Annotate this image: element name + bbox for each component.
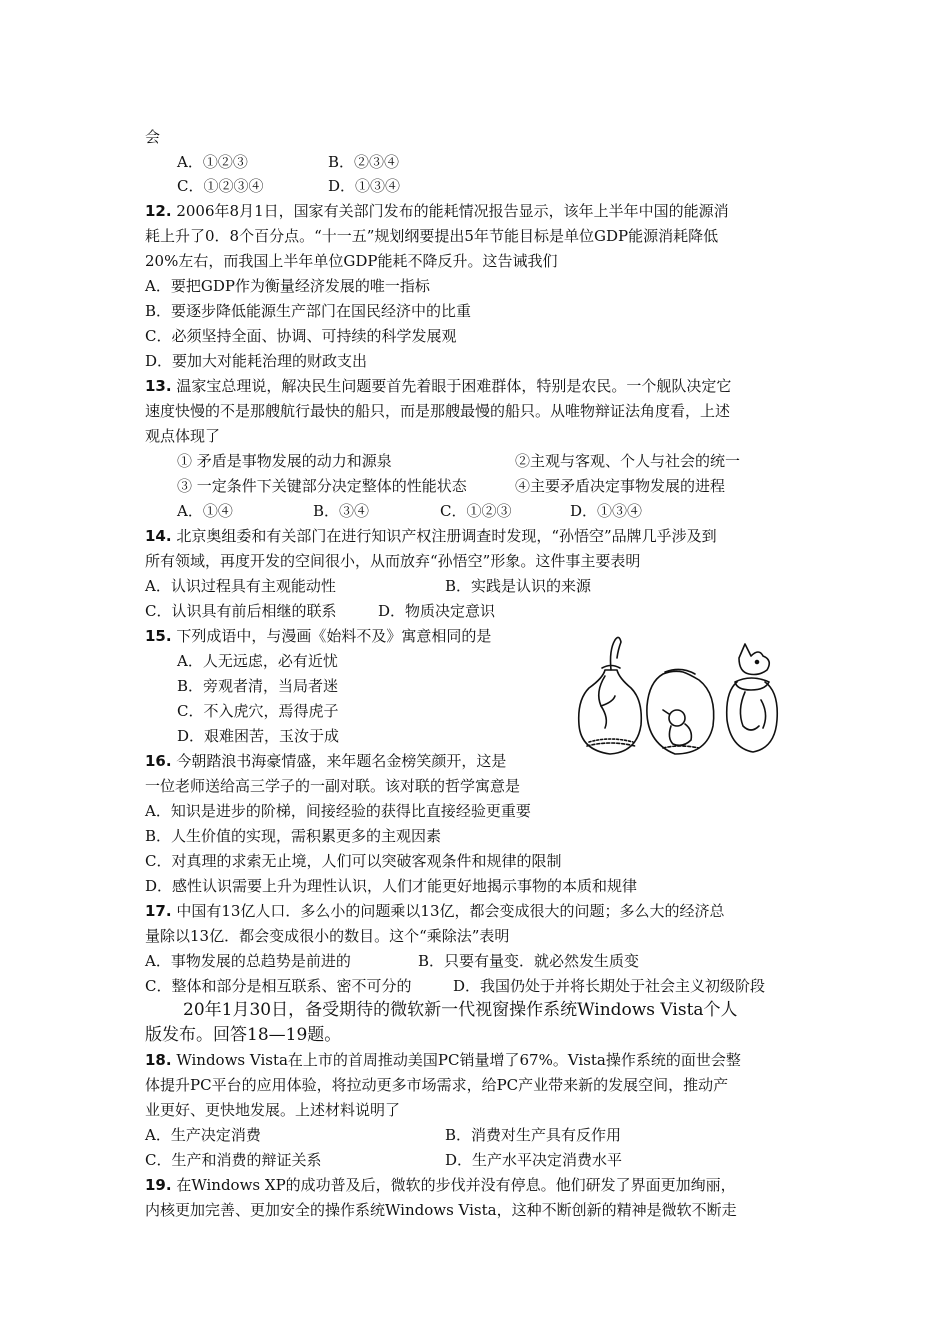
text-line: 所有领域，再度开发的空间很小，从而放弃“孙悟空”形象。这件事主要表明 (145, 552, 641, 570)
question-text: 2006年8月1日，国家有关部门发布的能耗情况报告显示，该年上半年中国的能源消 (171, 202, 729, 220)
question-15 (145, 625, 491, 647)
question-number: 19. (145, 1176, 172, 1194)
option: D．物质决定意识 (378, 602, 496, 620)
option: C．①②③ (440, 502, 512, 520)
question-17 (145, 900, 725, 922)
question-text: 温家宝总理说，解决民生问题要首先着眼于困难群体，特别是农民。一个舰队决定它 (171, 377, 732, 395)
statement: ③ 一定条件下关键部分决定整体的性能状态 (177, 477, 467, 495)
option: B．消费对生产具有反作用 (445, 1126, 622, 1144)
question-18 (145, 1049, 741, 1071)
option: C．认识具有前后相继的联系 (145, 602, 337, 620)
text-line: 会 (145, 128, 161, 146)
option: D．我国仍处于并将长期处于社会主义初级阶段 (453, 977, 766, 995)
option: C．不入虎穴，焉得虎子 (177, 702, 339, 720)
text-line: 业更好、更快地发展。上述材料说明了 (145, 1101, 401, 1119)
option: C．①②③④ (177, 177, 264, 195)
option: C．对真理的求索无止境，人们可以突破客观条件和规律的限制 (145, 852, 562, 870)
question-12 (145, 200, 729, 222)
text-line: 耗上升了0．8个百分点。“十一五”规划纲要提出5年节能目标是单位GDP能源消耗降低 (145, 227, 719, 245)
option: D．要加大对能耗治理的财政支出 (145, 352, 368, 370)
text-line: 内核更加完善、更加安全的操作系统Windows Vista，这种不断创新的精神是微软不断走 (145, 1201, 737, 1219)
option: B．要逐步降低能源生产部门在国民经济中的比重 (145, 302, 472, 320)
option: D．艰难困苦，玉汝于成 (177, 727, 340, 745)
statement: ④主要矛盾决定事物发展的进程 (515, 477, 726, 495)
question-19 (145, 1174, 736, 1196)
material-intro: 20年1月30日，备受期待的微软新一代视窗操作系统Windows Vista个人 (183, 1000, 738, 1020)
option: A．人无远虑，必有近忧 (177, 652, 338, 670)
option: A．认识过程具有主观能动性 (145, 577, 336, 595)
option: A．①②③ (177, 153, 248, 171)
option: A．事物发展的总趋势是前进的 (145, 952, 351, 970)
question-text: 下列成语中，与漫画《始料不及》寓意相同的是 (171, 627, 492, 645)
option: A．生产决定消费 (145, 1126, 261, 1144)
question-16 (145, 750, 506, 772)
text-line: 版发布。回答18—19题。 (145, 1025, 342, 1045)
question-14 (145, 525, 717, 547)
text-line: 体提升PC平台的应用体验，将拉动更多市场需求，给PC产业带来新的发展空间，推动产 (145, 1076, 729, 1094)
question-number: 17. (145, 902, 172, 920)
option: B．只要有量变．就必然发生质变 (418, 952, 640, 970)
option: C．生产和消费的辩证关系 (145, 1151, 322, 1169)
question-text: 北京奥组委和有关部门在进行知识产权注册调查时发现，“孙悟空”品牌几乎涉及到 (171, 527, 717, 545)
question-text: 在Windows XP的成功普及后，微软的步伐并没有停息。他们研发了界面更加绚丽， (171, 1176, 736, 1194)
text-line: 一位老师送给高三学子的一副对联。该对联的哲学寓意是 (145, 777, 521, 795)
question-number: 14. (145, 527, 172, 545)
option: D．①③④ (570, 502, 643, 520)
text-line: 观点体现了 (145, 427, 221, 445)
option: D．感性认识需要上升为理性认识，人们才能更好地揭示事物的本质和规律 (145, 877, 638, 895)
question-number: 13. (145, 377, 172, 395)
option: A．知识是进步的阶梯，间接经验的获得比直接经验更重要 (145, 802, 531, 820)
option: C．整体和部分是相互联系、密不可分的 (145, 977, 412, 995)
option: A．要把GDP作为衡量经济发展的唯一指标 (145, 277, 430, 295)
question-number: 16. (145, 752, 172, 770)
option: B．实践是认识的来源 (445, 577, 592, 595)
option: C．必须坚持全面、协调、可持续的科学发展观 (145, 327, 457, 345)
option: B．③④ (313, 502, 370, 520)
statement: ① 矛盾是事物发展的动力和源泉 (177, 452, 392, 470)
statement: ②主观与客观、个人与社会的统一 (515, 452, 741, 470)
question-13 (145, 375, 731, 397)
text-line: 速度快慢的不是那艘航行最快的船只，而是那艘最慢的船只。从唯物辩证法角度看，上述 (145, 402, 731, 420)
option: A．①④ (177, 502, 233, 520)
cartoon-jars-illustration (575, 630, 785, 760)
option: D．①③④ (328, 177, 401, 195)
option: D．生产水平决定消费水平 (445, 1151, 623, 1169)
question-number: 15. (145, 627, 172, 645)
text-line: 量除以13亿．都会变成很小的数目。这个“乘除法”表明 (145, 927, 510, 945)
option: B．旁观者清，当局者迷 (177, 677, 339, 695)
text-line: 20%左右，而我国上半年单位GDP能耗不降反升。这告诫我们 (145, 252, 558, 270)
option: B．②③④ (328, 153, 400, 171)
question-text: 今朝踏浪书海豪情盛，来年题名金榜笑颜开，这是 (171, 752, 507, 770)
option: B．人生价值的实现，需积累更多的主观因素 (145, 827, 442, 845)
question-number: 18. (145, 1051, 172, 1069)
question-text: 中国有13亿人口．多么小的问题乘以13亿，都会变成很大的问题；多么大的经济总 (171, 902, 725, 920)
question-number: 12. (145, 202, 172, 220)
question-text: Windows Vista在上市的首周推动美国PC销量增了67%。Vista操作系统的面世会整 (171, 1051, 741, 1069)
